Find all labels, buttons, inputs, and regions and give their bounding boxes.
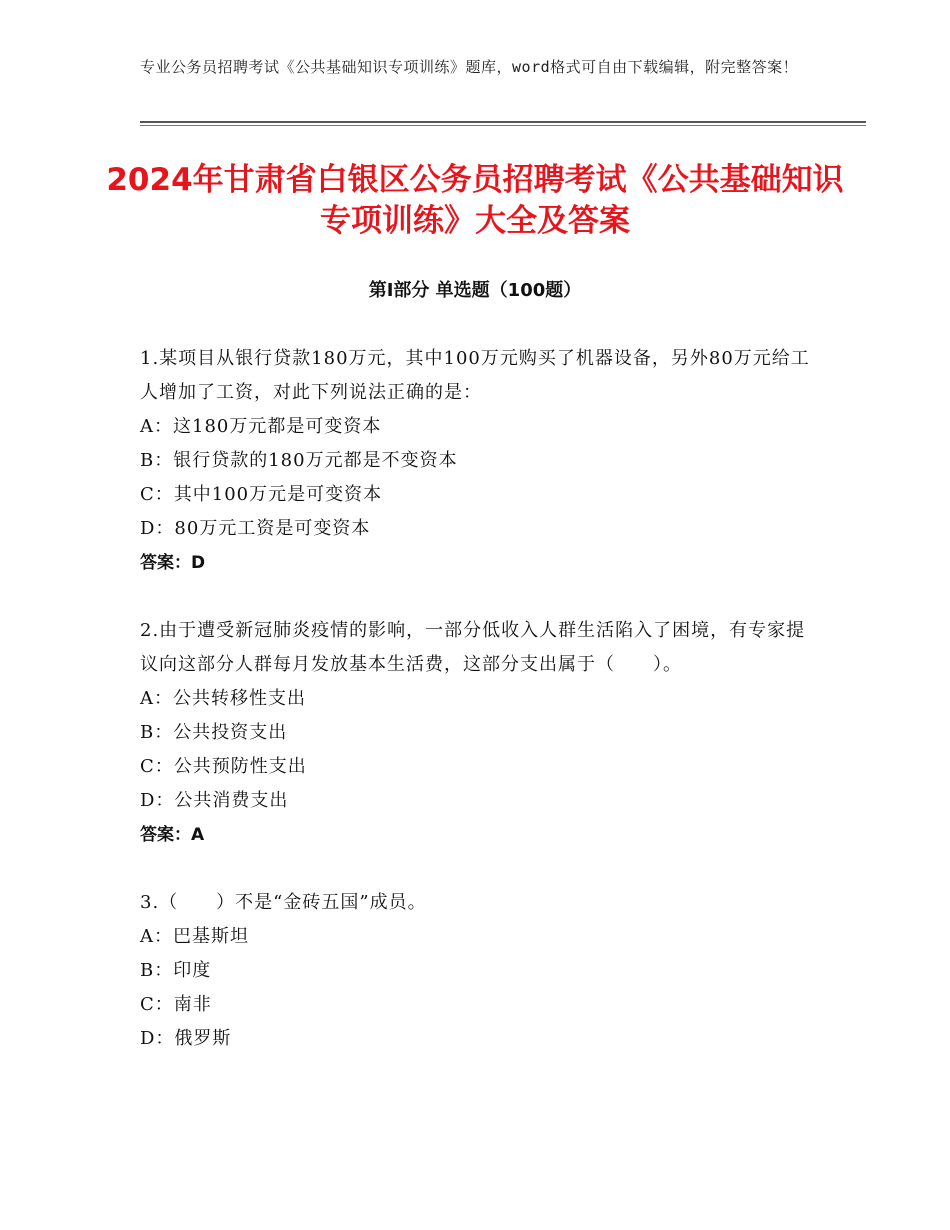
answer: 答案：A — [140, 825, 205, 845]
section-title: 第Ⅰ部分 单选题（100题） — [368, 280, 582, 301]
option-a: A：这180万元都是可变资本 — [140, 416, 382, 437]
option-d: D：80万元工资是可变资本 — [140, 518, 371, 539]
header-divider-thick — [140, 121, 866, 123]
option-d: D：公共消费支出 — [140, 790, 289, 811]
document-title: 2024年甘肃省白银区公务员招聘考试《公共基础知识专项训练》大全及答案 — [106, 162, 844, 239]
option-a: A：公共转移性支出 — [140, 688, 306, 709]
option-a: A：巴基斯坦 — [140, 926, 249, 947]
option-c: C：其中100万元是可变资本 — [140, 484, 383, 505]
option-c: C：南非 — [140, 994, 212, 1015]
header-note: 专业公务员招聘考试《公共基础知识专项训练》题库，word格式可自由下载编辑，附完整答案！ — [140, 58, 799, 76]
question-stem: 3.（ ）不是“金砖五国”成员。 — [140, 892, 427, 913]
question-3 — [140, 886, 820, 1056]
question-1 — [140, 342, 820, 580]
question-2 — [140, 614, 820, 852]
question-stem: 2.由于遭受新冠肺炎疫情的影响，一部分低收入人群生活陷入了困境，有专家提议向这部分人群每月发放基本生活费，这部分支出属于（ ）。 — [140, 620, 806, 675]
option-b: B：印度 — [140, 960, 212, 981]
answer: 答案：D — [140, 553, 206, 573]
option-d: D：俄罗斯 — [140, 1028, 232, 1049]
header-divider-thin — [140, 125, 866, 126]
option-b: B：银行贷款的180万元都是不变资本 — [140, 450, 458, 471]
option-b: B：公共投资支出 — [140, 722, 288, 743]
question-list — [140, 342, 820, 1090]
option-c: C：公共预防性支出 — [140, 756, 307, 777]
question-stem: 1.某项目从银行贷款180万元，其中100万元购买了机器设备，另外80万元给工人增加了工资，对此下列说法正确的是： — [140, 348, 810, 403]
